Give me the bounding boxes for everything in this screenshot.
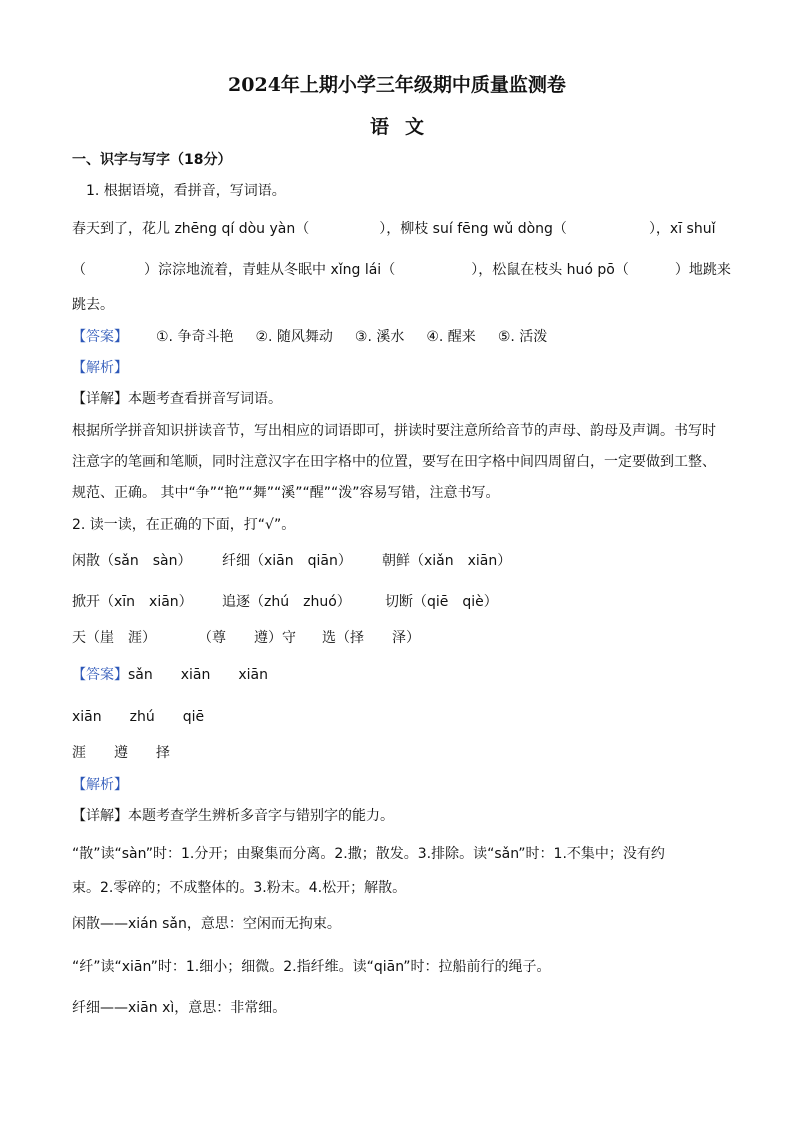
- q1-line2-c: ），松鼠在枝头 huó pō（: [471, 262, 629, 278]
- q2-detail: [72, 806, 394, 826]
- q2-p4: “纤”读“xiān”时：1.细小；细微。2.指纤维。读“qiān”时：拉船前行的绳子。: [72, 959, 551, 975]
- answer-item: ②. 随风舞动: [255, 329, 333, 345]
- q1-para1: 根据所学拼音知识拼读音节，写出相应的词语即可，拼读时要注意所给音节的声母、韵母及声调。书写时: [72, 423, 716, 439]
- q1-para3: 规范、正确。 其中“争”“艳”“舞”“溪”“醒”“泼”容易写错，注意书写。: [72, 485, 500, 501]
- answer-line: sǎn xiān xiān: [128, 667, 268, 683]
- q2-p3: 闲散——xián sǎn，意思：空闲而无拘束。: [72, 916, 341, 932]
- q2-row3: [72, 628, 420, 648]
- option-item: 掀开（xīn xiān）: [72, 594, 193, 610]
- q1-line2-b: ）淙淙地流着，青蛙从冬眠中 xǐng lái（: [144, 262, 396, 278]
- analysis-tag: 【解析】: [72, 360, 128, 376]
- answer-item: ④. 醒来: [426, 329, 476, 345]
- exam-title: 2024年上期小学三年级期中质量监测卷: [228, 74, 566, 96]
- q1-line2: [72, 260, 731, 280]
- q1-para2: 注意字的笔画和笔顺，同时注意汉字在田字格中的位置，要写在田字格中间四周留白，一定要做到工整、: [72, 454, 716, 470]
- q2-row2: [72, 592, 498, 612]
- detail-text: 本题考查看拼音写词语。: [128, 391, 282, 407]
- q1-line1-a: 春天到了，花儿 zhēng qí dòu yàn（: [72, 221, 310, 237]
- q1-prompt: 1. 根据语境，看拼音，写词语。: [86, 183, 286, 199]
- q1-line3: 跳去。: [72, 297, 114, 313]
- q2-prompt: 2. 读一读，在正确的下面，打“√”。: [72, 517, 296, 533]
- analysis-tag: 【解析】: [72, 777, 128, 793]
- q1-line2-d: ）地跳来: [674, 262, 731, 278]
- detail-text: 本题考查学生辨析多音字与错别字的能力。: [128, 808, 394, 824]
- q2-answer: [72, 665, 268, 685]
- q2-row1: [72, 551, 511, 571]
- answer-item: ①. 争奇斗艳: [156, 329, 234, 345]
- subject-title: 语文: [369, 116, 440, 138]
- q1-detail: [72, 389, 282, 409]
- answer-item: ⑤. 活泼: [497, 329, 548, 345]
- q1-answer: [72, 327, 569, 347]
- option-item: （尊 遵）守: [198, 630, 296, 646]
- answer-tag: 【答案】: [72, 329, 128, 345]
- option-item: 追逐（zhú zhuó）: [222, 594, 351, 610]
- q2-p2: 束。2.零碎的；不成整体的。3.粉末。4.松开；解散。: [72, 880, 407, 896]
- detail-tag: 【详解】: [72, 391, 128, 407]
- answer-item: ③. 溪水: [354, 329, 405, 345]
- q2-answer-line3: 涯 遵 择: [72, 745, 170, 761]
- option-item: 天（崖 涯）: [72, 630, 156, 646]
- q1-line1-b: ），柳枝 suí fēng wǔ dòng（: [379, 221, 567, 237]
- q2-p5: 纤细——xiān xì，意思：非常细。: [72, 1000, 287, 1016]
- option-item: 切断（qiē qiè）: [385, 594, 498, 610]
- q2-answer-line2: xiān zhú qiē: [72, 709, 205, 725]
- detail-tag: 【详解】: [72, 808, 128, 824]
- q2-p1: “散”读“sàn”时：1.分开；由聚集而分离。2.撒；散发。3.排除。读“sǎn”时：1.不集中；没有约: [72, 846, 665, 862]
- option-item: 选（择 泽）: [322, 630, 420, 646]
- answer-tag: 【答案】: [72, 667, 128, 683]
- q1-line1: [72, 219, 716, 239]
- q1-line2-a: （: [72, 262, 86, 278]
- q1-line1-c: ），xī shuǐ: [648, 221, 716, 237]
- option-item: 纤细（xiān qiān）: [222, 553, 352, 569]
- option-item: 闲散（sǎn sàn）: [72, 553, 192, 569]
- section-heading: 一、识字与写字（18分）: [72, 152, 232, 168]
- option-item: 朝鲜（xiǎn xiān）: [382, 553, 512, 569]
